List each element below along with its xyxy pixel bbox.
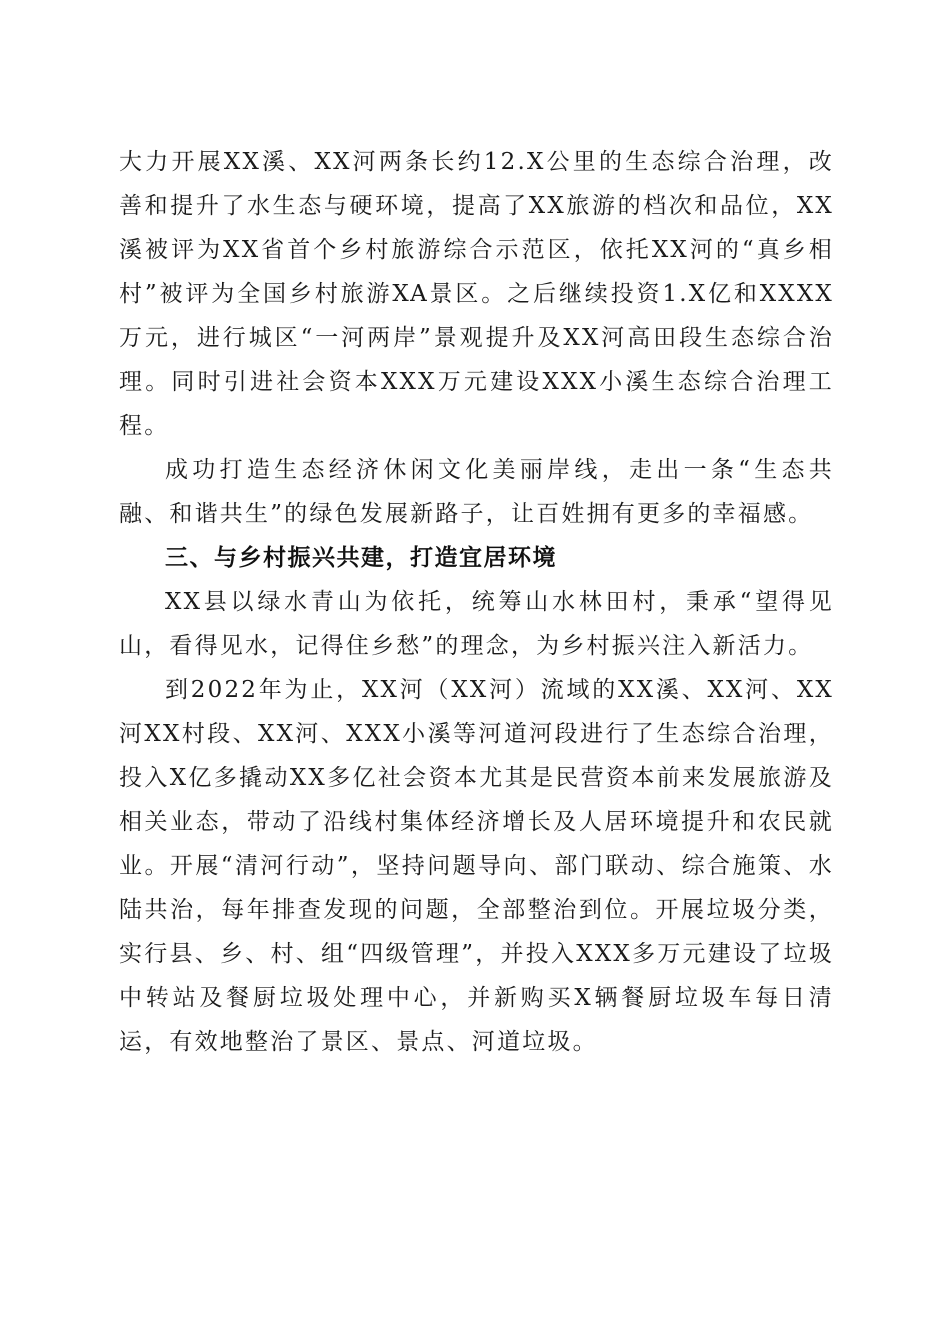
- paragraph-rural-revitalization: XX县以绿水青山为依托，统筹山水林田村，秉承“望得见山，看得见水，记得住乡愁”的理念，为乡村振兴注入新活力。: [119, 589, 834, 659]
- section-heading: 三、与乡村振兴共建，打造宜居环境: [165, 545, 557, 571]
- paragraph-green-development: 成功打造生态经济休闲文化美丽岸线，走出一条“生态共融、和谐共生”的绿色发展新路子，让百姓拥有更多的幸福感。: [119, 457, 834, 527]
- document-body: [119, 140, 834, 1064]
- paragraph-river-cleanup: 到2022年为止，XX河（XX河）流域的XX溪、XX河、XX河XX村段、XX河、XXX小溪等河道河段进行了生态综合治理，投入X亿多撬动XX多亿社会资本尤其是民营资本前来发展旅游及相关业态，带动了沿线村集体经济增长及人居环境提升和农民就业。开展“清河行动”，坚持问题导向、部门联动、综合施策、水陆共治，每年排查发现的问题，全部整治到位。开展垃圾分类，实行县、乡、村、组“四级管理”，并投入XXX多万元建设了垃圾中转站及餐厨垃圾处理中心，并新购买X辆餐厨垃圾车每日清运，有效地整治了景区、景点、河道垃圾。: [119, 677, 834, 1055]
- paragraph-river-governance: 大力开展XX溪、XX河两条长约12.X公里的生态综合治理，改善和提升了水生态与硬环境，提高了XX旅游的档次和品位，XX溪被评为XX省首个乡村旅游综合示范区，依托XX河的“真乡相村”被评为全国乡村旅游XA景区。之后继续投资1.X亿和XXXX万元，进行城区“一河两岸”景观提升及XX河高田段生态综合治理。同时引进社会资本XXX万元建设XXX小溪生态综合治理工程。: [119, 149, 834, 439]
